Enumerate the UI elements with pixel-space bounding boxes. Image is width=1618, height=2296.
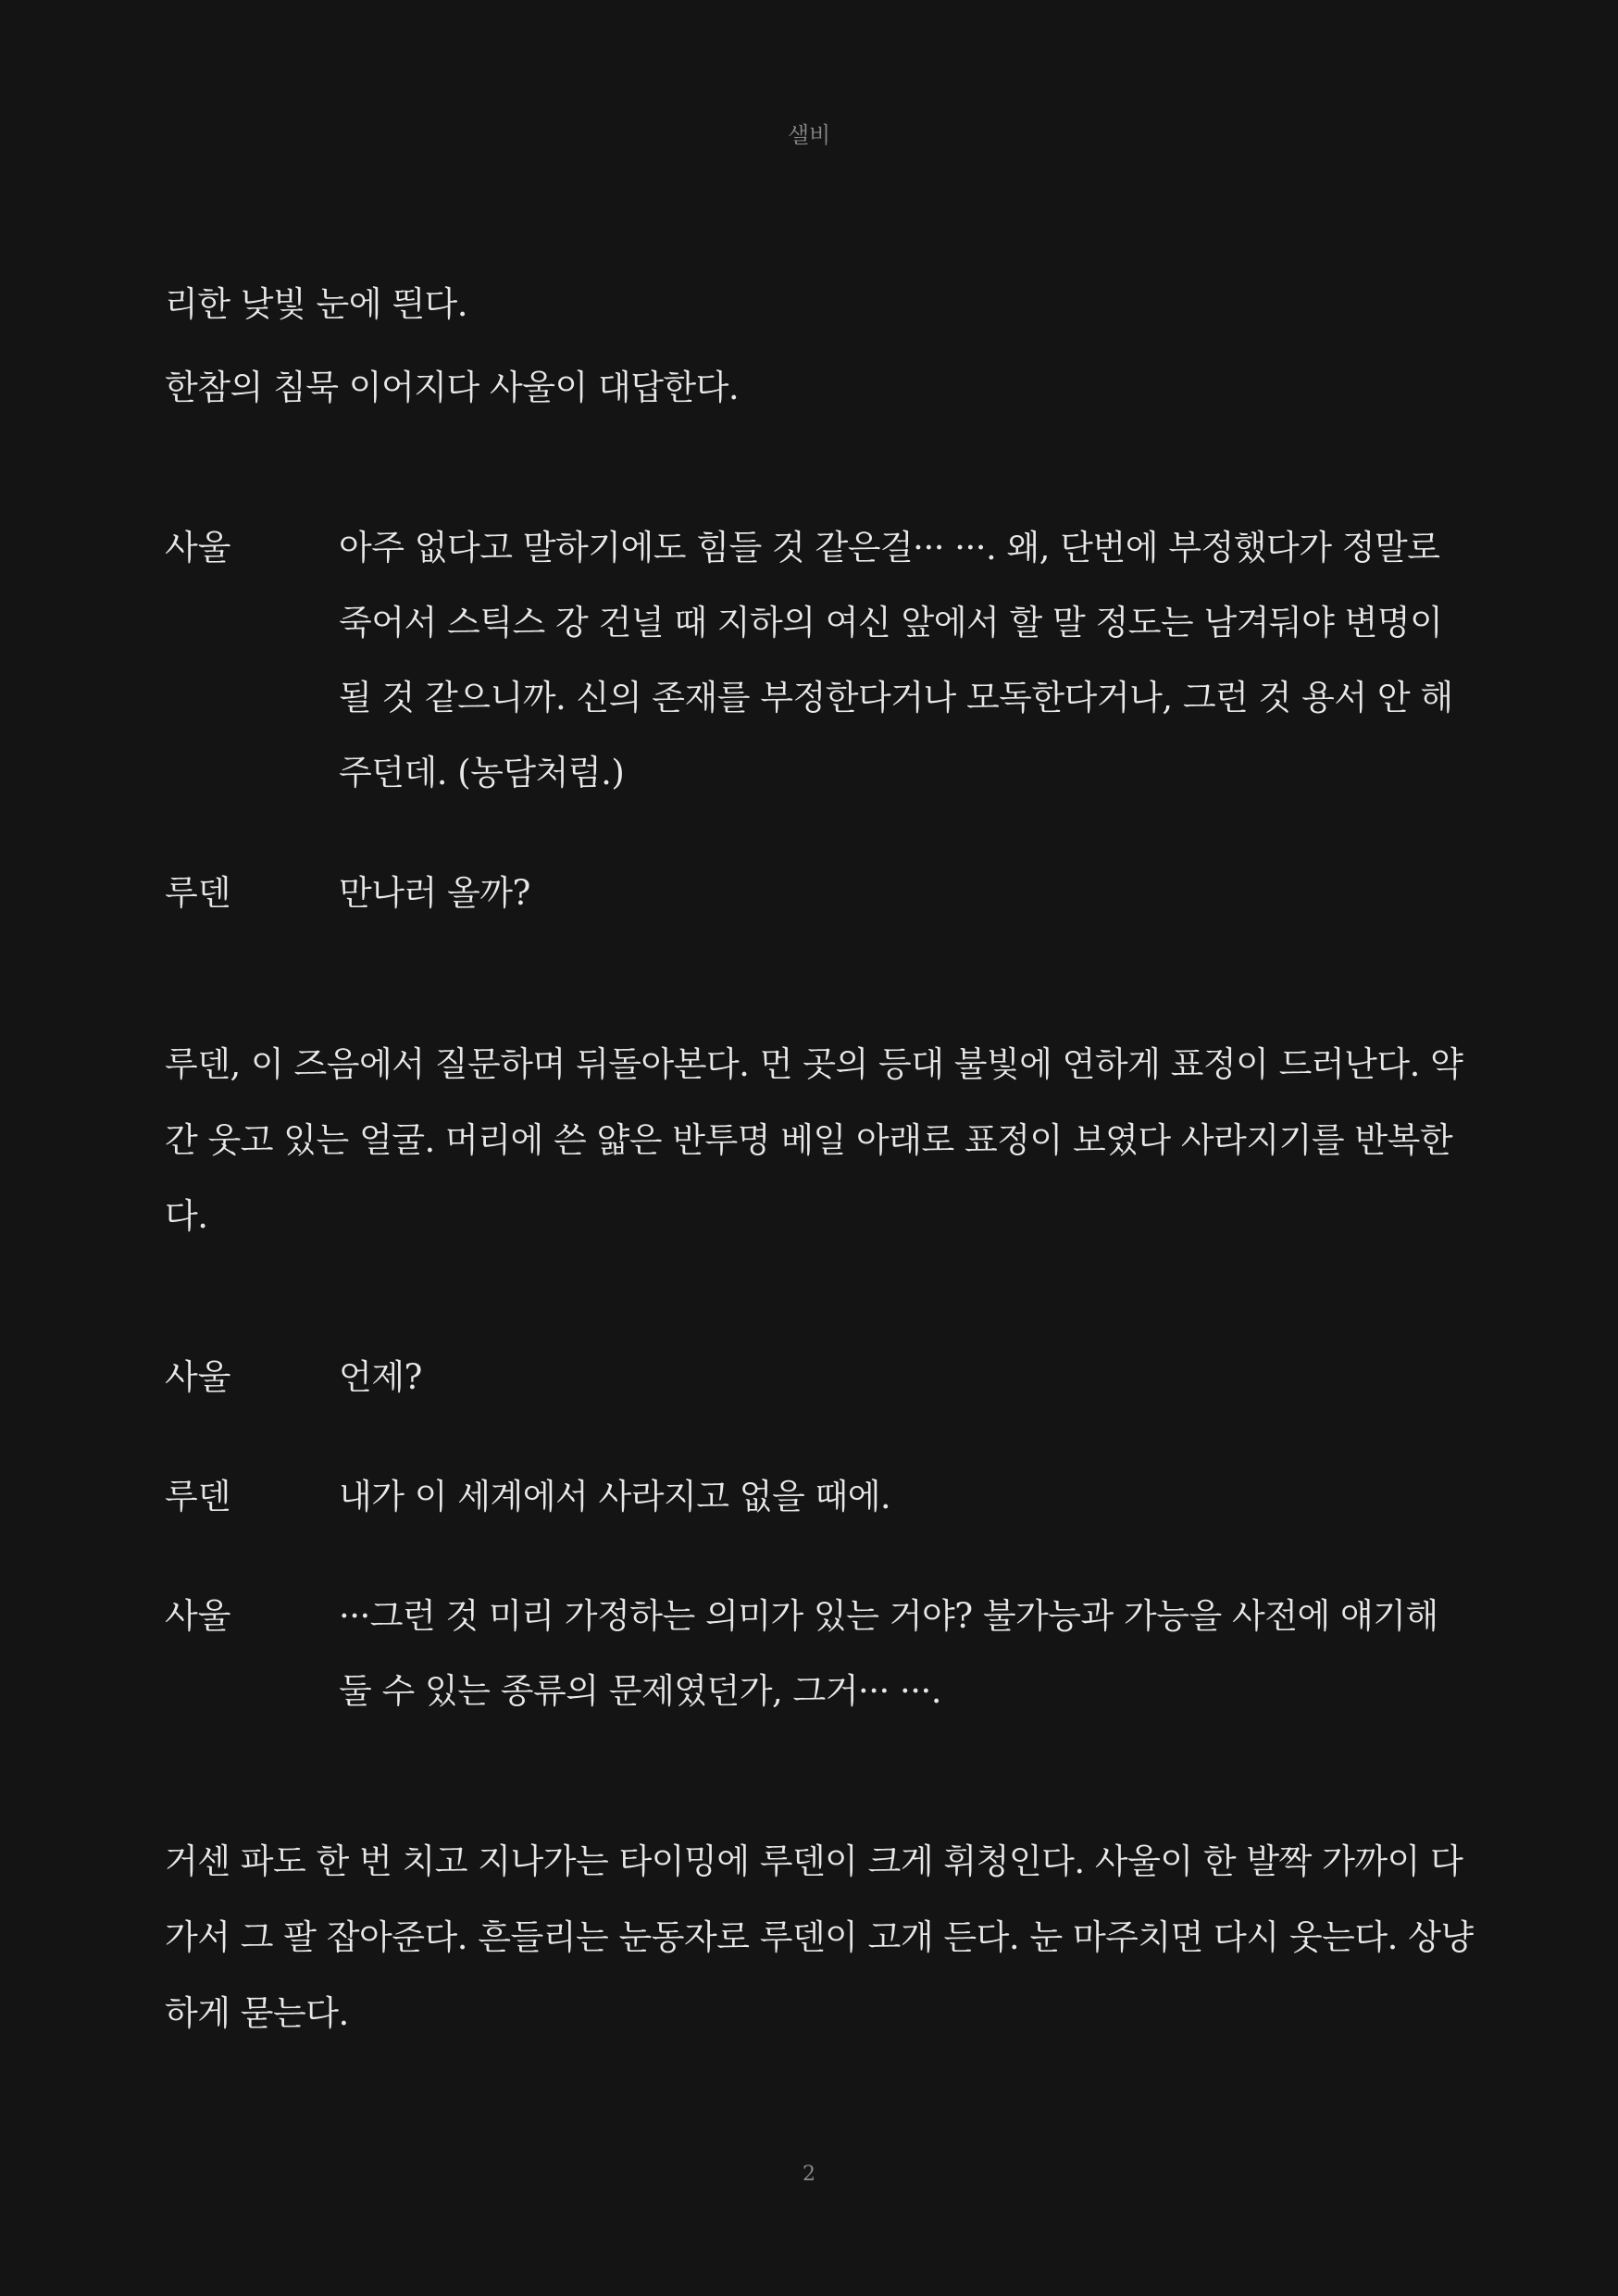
dialogue-line: 언제? [339,1357,422,1397]
running-header-title: 샐비 [787,122,831,148]
dialogue-line: 만나러 올까? [339,873,530,913]
page-number: 2 [803,2163,815,2186]
narration-line: 하게 묻는다. [165,1993,349,2033]
speaker-name: 사울 [165,1596,231,1636]
dialogue-line: 내가 이 세계에서 사라지고 없을 때에. [339,1477,891,1516]
dialogue-line: 아주 없다고 말하기에도 힘들 것 같은걸··· ···. 왜, 단번에 부정했다가 정말로 [339,528,1440,568]
narration-line: 간 웃고 있는 얼굴. 머리에 쓴 얇은 반투명 베일 아래로 표정이 보였다 사라지기를 반복한 [165,1120,1453,1160]
dialogue-line: 주던데. (농담처럼.) [339,753,625,792]
dialogue-line: 될 것 같으니까. 신의 존재를 부정한다거나 모독한다거나, 그런 것 용서 안 해 [339,678,1453,718]
speaker-name: 사울 [165,1357,231,1397]
dialogue-line: ···그런 것 미리 가정하는 의미가 있는 거야? 불가능과 가능을 사전에 얘기해 [339,1596,1438,1636]
narration-line: 다. [165,1196,208,1236]
narration-line: 가서 그 팔 잡아준다. 흔들리는 눈동자로 루덴이 고개 든다. 눈 마주치면 다시 웃는다. 상냥 [165,1917,1474,1957]
narration-line: 루덴, 이 즈음에서 질문하며 뒤돌아본다. 먼 곳의 등대 불빛에 연하게 표정이 드러난다. 약 [165,1044,1463,1084]
speaker-name: 사울 [165,528,231,568]
narration-line: 한참의 침묵 이어지다 사울이 대답한다. [165,368,740,407]
speaker-name: 루덴 [165,873,231,913]
dialogue-line: 죽어서 스틱스 강 건널 때 지하의 여신 앞에서 할 말 정도는 남겨둬야 변명이 [339,603,1443,643]
narration-line: 리한 낮빛 눈에 띈다. [165,284,467,324]
narration-line: 거센 파도 한 번 치고 지나가는 타이밍에 루덴이 크게 휘청인다. 사울이 한 발짝 가까이 다 [165,1841,1463,1881]
speaker-name: 루덴 [165,1477,231,1516]
dialogue-line: 둘 수 있는 종류의 문제였던가, 그거··· ···. [339,1671,942,1711]
